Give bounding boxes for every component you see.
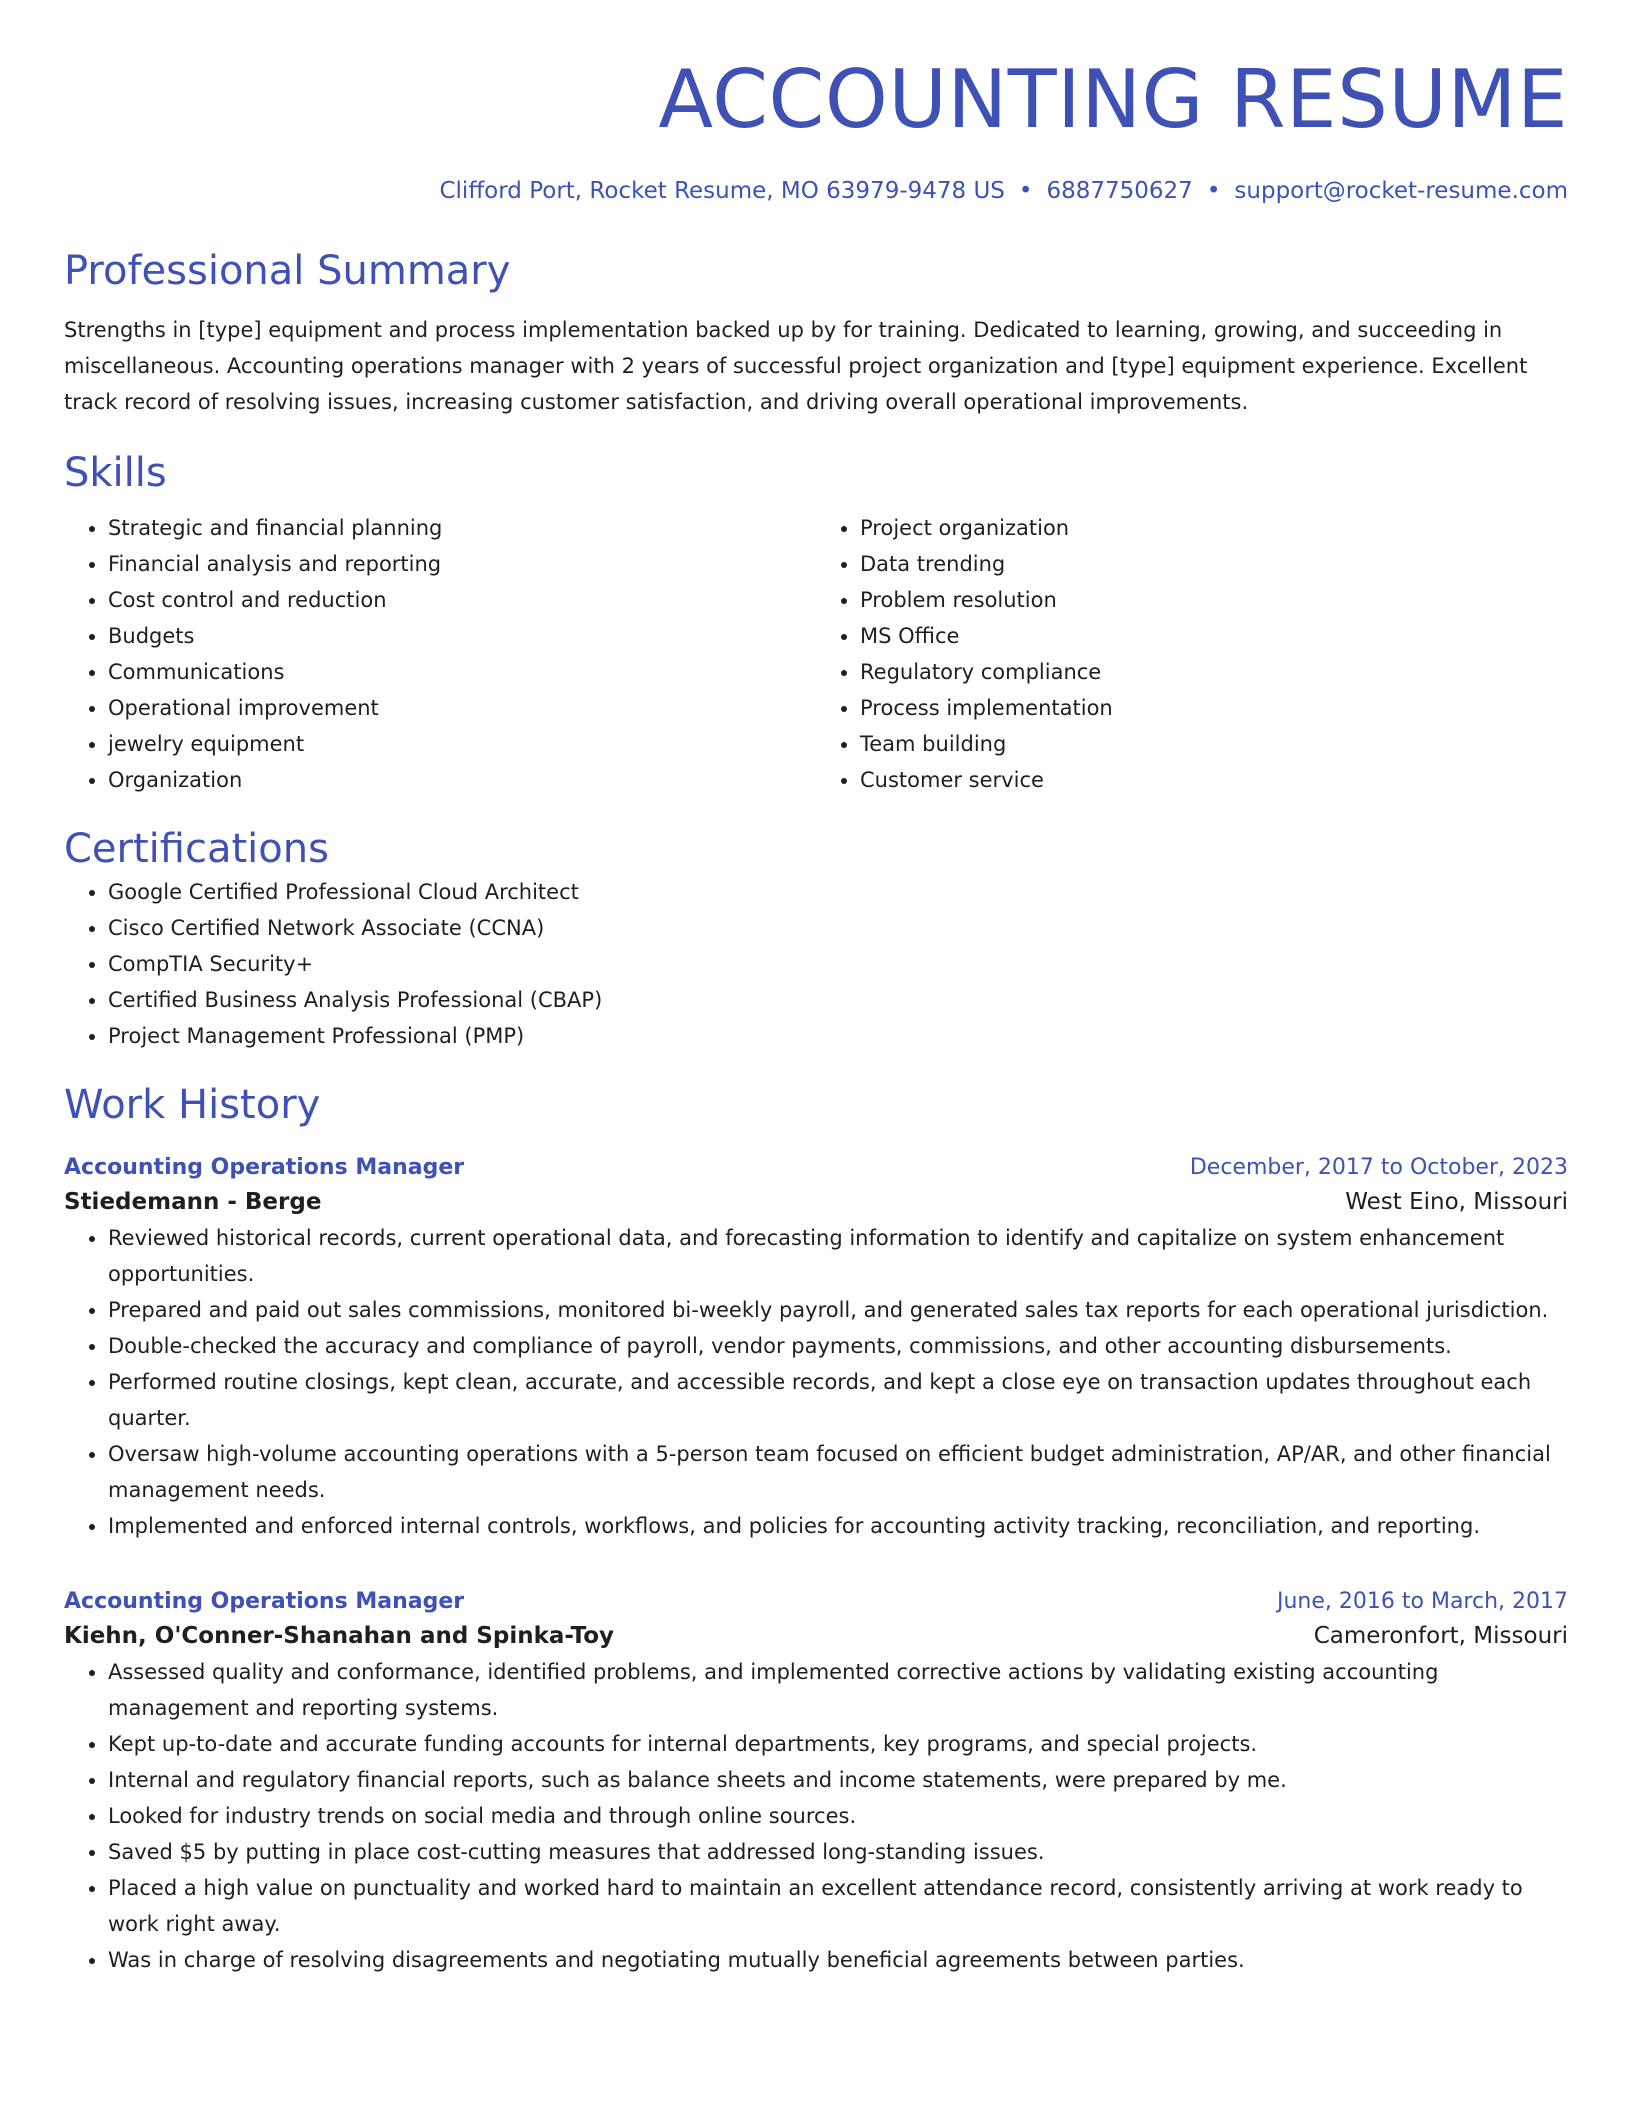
skill-item: • Process implementation: [860, 690, 1568, 726]
contact-email[interactable]: support@rocket-resume.com: [1234, 178, 1568, 204]
skill-item: • Cost control and reduction: [108, 582, 816, 618]
work-history-section: [64, 1080, 1568, 1978]
job-duty-item: • Assessed quality and conformance, identified problems, and implemented corrective actions by validating existing accounting management and reporting systems.: [108, 1654, 1568, 1726]
job-duties-list: [64, 1654, 1568, 1978]
skill-item: • Strategic and financial planning: [108, 510, 816, 546]
work-history-heading: Work History: [64, 1082, 321, 1128]
certifications-heading: Certifications: [64, 826, 329, 872]
skill-item: • Budgets: [108, 618, 816, 654]
job-company: Kiehn, O'Conner-Shanahan and Spinka-Toy: [64, 1623, 615, 1649]
skills-columns: [64, 510, 1568, 798]
skill-item: • Financial analysis and reporting: [108, 546, 816, 582]
professional-summary-heading: Professional Summary: [64, 248, 511, 294]
job-duty-item: • Prepared and paid out sales commissions, monitored bi-weekly payroll, and generated sales tax reports for each operational jurisdiction.: [108, 1292, 1568, 1328]
skills-section: [64, 448, 1568, 798]
job-duties-list: [64, 1220, 1568, 1544]
job-dates: June, 2016 to March, 2017: [1277, 1589, 1568, 1614]
certifications-list: [64, 874, 1568, 1054]
professional-summary-section: [64, 246, 1568, 420]
job-duty-item: • Was in charge of resolving disagreements and negotiating mutually beneficial agreements between parties.: [108, 1942, 1568, 1978]
job-duty-item: • Performed routine closings, kept clean, accurate, and accessible records, and kept a close eye on transaction updates throughout each quarter.: [108, 1364, 1568, 1436]
job-duty-item: • Saved $5 by putting in place cost-cutting measures that addressed long-standing issues.: [108, 1834, 1568, 1870]
job-duty-item: • Implemented and enforced internal controls, workflows, and policies for accounting activity tracking, reconciliation, and reporting.: [108, 1508, 1568, 1544]
job-duty-item: • Double-checked the accuracy and compliance of payroll, vendor payments, commissions, and other accounting disbursements.: [108, 1328, 1568, 1364]
job-title-row: [64, 1586, 1568, 1618]
job-company-row: [64, 1618, 1568, 1654]
resume-title: ACCOUNTING RESUME: [658, 53, 1568, 146]
skill-item: • Regulatory compliance: [860, 654, 1568, 690]
certification-item: • Cisco Certified Network Associate (CCNA): [108, 910, 1568, 946]
professional-summary-text: Strengths in [type] equipment and process implementation backed up by for training. Dedicated to learning, growing, and succeeding in miscellaneous. Accounting operations manager with 2 years of successful project organization and [type] equipment experience. Excellent track record of resolving issues, increasing customer satisfaction, and driving overall operational improvements.: [64, 318, 1528, 414]
skills-heading: Skills: [64, 450, 167, 496]
contact-phone[interactable]: 6887750627: [1046, 178, 1193, 204]
job-location: Cameronfort, Missouri: [1313, 1623, 1568, 1649]
skill-item: • Data trending: [860, 546, 1568, 582]
contact-separator: •: [1018, 178, 1033, 204]
job-duty-item: • Internal and regulatory financial reports, such as balance sheets and income statements, were prepared by me.: [108, 1762, 1568, 1798]
job-title-row: [64, 1152, 1568, 1184]
contact-separator: •: [1206, 178, 1221, 204]
job-title: Accounting Operations Manager: [64, 1589, 465, 1614]
job-dates: December, 2017 to October, 2023: [1189, 1155, 1568, 1180]
skill-item: • Operational improvement: [108, 690, 816, 726]
job-entry: [64, 1586, 1568, 1978]
job-entry: [64, 1152, 1568, 1544]
job-title: Accounting Operations Manager: [64, 1155, 465, 1180]
skills-list-left: [64, 510, 816, 798]
contact-line: [64, 176, 1568, 206]
skill-item: • Customer service: [860, 762, 1568, 798]
skill-item: • Project organization: [860, 510, 1568, 546]
certifications-section: [64, 824, 1568, 1054]
skill-item: • Communications: [108, 654, 816, 690]
certification-item: • Certified Business Analysis Professional (CBAP): [108, 982, 1568, 1018]
skill-item: • Problem resolution: [860, 582, 1568, 618]
job-duty-item: • Placed a high value on punctuality and worked hard to maintain an excellent attendance record, consistently arriving at work ready to work right away.: [108, 1870, 1568, 1942]
skill-item: • MS Office: [860, 618, 1568, 654]
resume-header: [64, 0, 1568, 206]
contact-address: Clifford Port, Rocket Resume, MO 63979-9478 US: [439, 178, 1005, 204]
job-duty-item: • Oversaw high-volume accounting operations with a 5-person team focused on efficient budget administration, AP/AR, and other financial management needs.: [108, 1436, 1568, 1508]
skill-item: • Team building: [860, 726, 1568, 762]
job-duty-item: • Reviewed historical records, current operational data, and forecasting information to identify and capitalize on system enhancement opportunities.: [108, 1220, 1568, 1292]
skill-item: • jewelry equipment: [108, 726, 816, 762]
job-duty-item: • Looked for industry trends on social media and through online sources.: [108, 1798, 1568, 1834]
certification-item: • CompTIA Security+: [108, 946, 1568, 982]
job-company-row: [64, 1184, 1568, 1220]
certification-item: • Project Management Professional (PMP): [108, 1018, 1568, 1054]
job-company: Stiedemann - Berge: [64, 1189, 322, 1215]
certification-item: • Google Certified Professional Cloud Architect: [108, 874, 1568, 910]
skills-list-right: [816, 510, 1568, 798]
job-location: West Eino, Missouri: [1345, 1189, 1568, 1215]
job-duty-item: • Kept up-to-date and accurate funding accounts for internal departments, key programs, and special projects.: [108, 1726, 1568, 1762]
skill-item: • Organization: [108, 762, 816, 798]
